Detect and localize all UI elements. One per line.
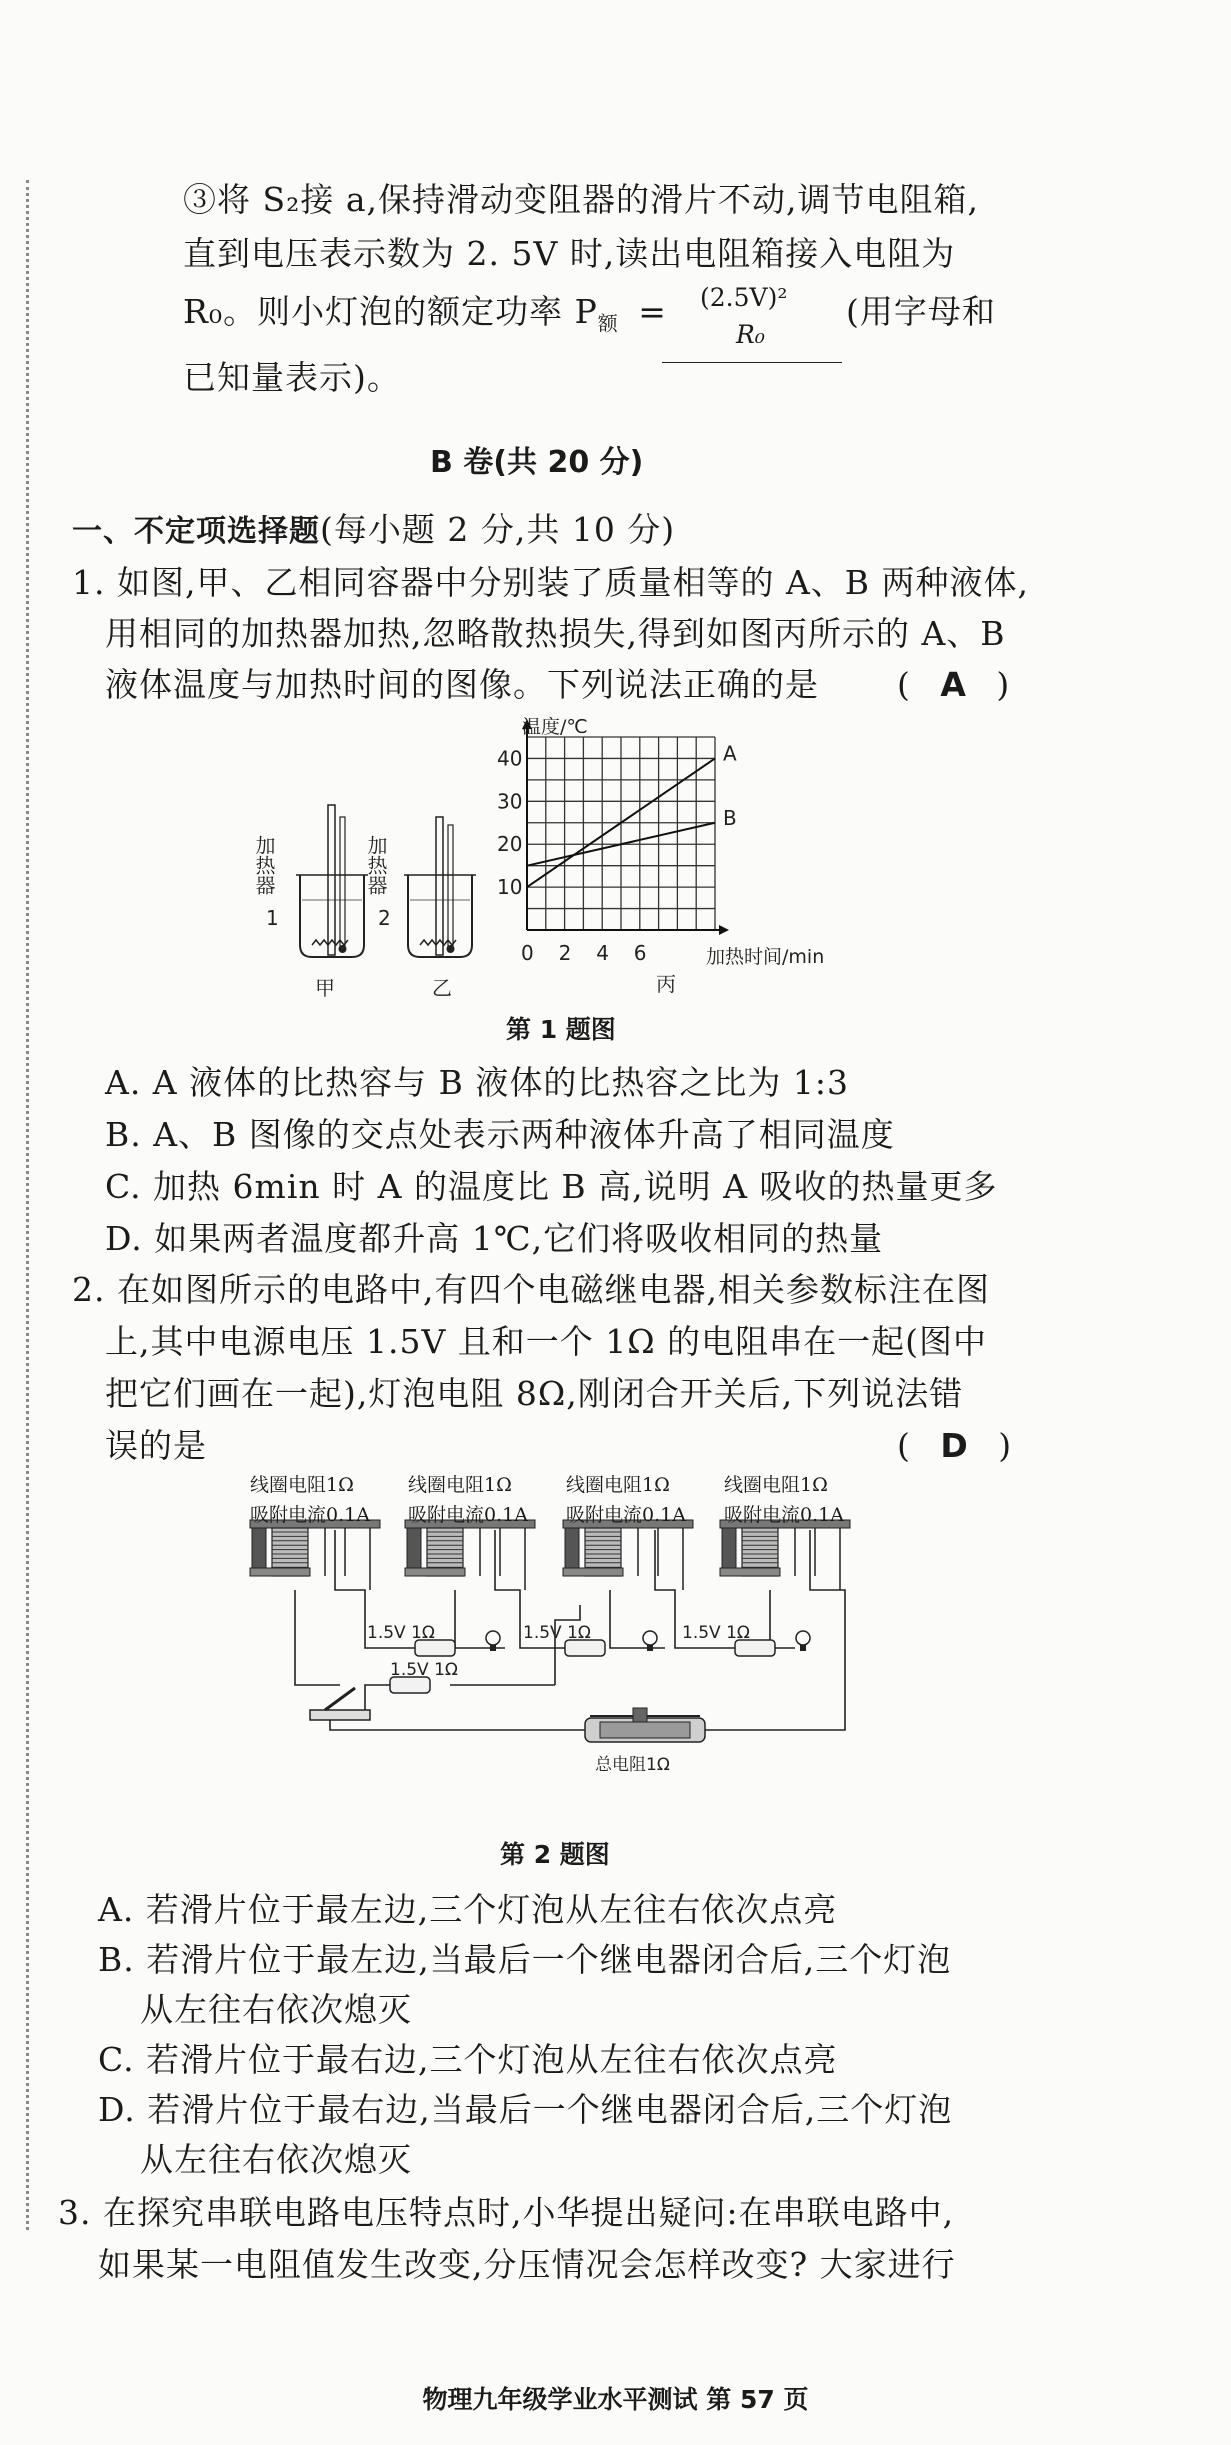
label-yi: 乙 bbox=[432, 976, 452, 1000]
q3-line-2: 如果某一电阻值发生改变,分压情况会怎样改变? 大家进行 bbox=[98, 2245, 956, 2284]
source-label-3: 1.5V 1Ω bbox=[682, 1623, 750, 1643]
q1-option-b: B. A、B 图像的交点处表示两种液体升高了相同温度 bbox=[105, 1115, 895, 1154]
chart-y-tick-label: 10 bbox=[497, 875, 523, 900]
fraction-bar bbox=[662, 362, 842, 363]
q2-answer: D bbox=[940, 1426, 969, 1465]
chart-grid bbox=[527, 737, 715, 930]
heater-label-2: 加热器 bbox=[364, 835, 388, 895]
q2-answer-bracket: ( D ) bbox=[897, 1426, 1013, 1465]
relay-base bbox=[405, 1568, 465, 1576]
chart-series-label-B: B bbox=[723, 805, 737, 830]
q1-line-2: 用相同的加热器加热,忽略散热损失,得到如图丙所示的 A、B bbox=[105, 614, 1006, 653]
figure-2-caption: 第 2 题图 bbox=[500, 1840, 610, 1869]
q1-option-c: C. 加热 6min 时 A 的温度比 B 高,说明 A 吸收的热量更多 bbox=[105, 1167, 998, 1206]
q2-option-b: B. 若滑片位于最左边,当最后一个继电器闭合后,三个灯泡 bbox=[98, 1940, 952, 1979]
source-label-main: 1.5V 1Ω bbox=[390, 1660, 458, 1680]
equals-sign: = bbox=[638, 292, 667, 331]
q2-option-a: A. 若滑片位于最左边,三个灯泡从左往右依次点亮 bbox=[98, 1890, 838, 1929]
q2-option-c: C. 若滑片位于最右边,三个灯泡从左往右依次点亮 bbox=[98, 2040, 838, 2079]
relay-current-label: 吸附电流0.1A bbox=[250, 1504, 370, 1526]
relay-3 bbox=[563, 1520, 693, 1590]
intro-line-3-pre: R₀。则小灯泡的额定功率 P bbox=[183, 292, 598, 331]
relay-armature bbox=[252, 1528, 266, 1568]
heater-label-1: 加热器 bbox=[252, 835, 276, 895]
q1-option-a: A. A 液体的比热容与 B 液体的比热容之比为 1:3 bbox=[105, 1063, 849, 1102]
rheostat-label: 总电阻1Ω bbox=[595, 1755, 670, 1775]
relay-current-label: 吸附电流0.1A bbox=[724, 1504, 844, 1526]
chart-y-axis-label: 温度/℃ bbox=[522, 716, 588, 738]
relay-label-1 bbox=[250, 1470, 370, 1530]
chart-label-bing: 丙 bbox=[656, 972, 676, 996]
part-1-note: (每小题 2 分,共 10 分) bbox=[320, 510, 676, 549]
q2-option-b-cont: 从左往右依次熄灭 bbox=[140, 1990, 412, 2029]
relay-current-label: 吸附电流0.1A bbox=[408, 1504, 528, 1526]
relay-coil-label: 线圈电阻1Ω bbox=[408, 1474, 512, 1496]
relay-base bbox=[250, 1568, 310, 1576]
q1-option-d: D. 如果两者温度都升高 1℃,它们将吸收相同的热量 bbox=[105, 1219, 884, 1258]
relay-armature bbox=[407, 1528, 421, 1568]
label-jia: 甲 bbox=[315, 976, 335, 1000]
relays bbox=[250, 1520, 850, 1590]
relay-base bbox=[563, 1568, 623, 1576]
figure-1-temperature-chart bbox=[480, 715, 880, 1005]
switch bbox=[310, 1688, 370, 1720]
q1-answer: A bbox=[940, 665, 967, 704]
q1-answer-bracket: ( A ) bbox=[897, 665, 1011, 704]
fraction-numerator: (2.5V)² bbox=[700, 283, 788, 312]
beaker-jia bbox=[296, 805, 368, 957]
intro-line-1: ③将 S₂接 a,保持滑动变阻器的滑片不动,调节电阻箱, bbox=[183, 180, 979, 219]
relay-coil-label: 线圈电阻1Ω bbox=[250, 1474, 354, 1496]
q1-line-3: 液体温度与加热时间的图像。下列说法正确的是 bbox=[105, 665, 819, 704]
chart-x-axis-label: 加热时间/min bbox=[706, 946, 825, 968]
section-b-title: B 卷(共 20 分) bbox=[430, 445, 644, 480]
intro-line-2: 直到电压表示数为 2. 5V 时,读出电阻箱接入电阻为 bbox=[183, 234, 956, 273]
q1-line-1: 1. 如图,甲、乙相同容器中分别装了质量相等的 A、B 两种液体, bbox=[72, 563, 1030, 602]
relay-armature bbox=[722, 1528, 736, 1568]
chart-x-tick-label: 2 bbox=[558, 941, 572, 965]
rheostat bbox=[585, 1708, 705, 1742]
fraction-denominator: R₀ bbox=[736, 320, 765, 349]
q3-line-1: 3. 在探究串联电路电压特点时,小华提出疑问:在串联电路中, bbox=[58, 2193, 955, 2232]
binding-cut-line bbox=[26, 180, 29, 2230]
figure-1-caption: 第 1 题图 bbox=[506, 1015, 616, 1044]
part-1-heading bbox=[72, 510, 675, 552]
part-1-title: 一、不定项选择题 bbox=[72, 514, 320, 549]
relay-coil-label: 线圈电阻1Ω bbox=[724, 1474, 828, 1496]
source-label-2: 1.5V 1Ω bbox=[523, 1623, 591, 1643]
q2-line-1: 2. 在如图所示的电路中,有四个电磁继电器,相关参数标注在图 bbox=[72, 1270, 990, 1309]
chart-y-tick-label: 20 bbox=[497, 832, 523, 857]
relay-current-label: 吸附电流0.1A bbox=[566, 1504, 686, 1526]
page-footer: 物理九年级学业水平测试 第 57 页 bbox=[422, 2385, 809, 2414]
power-subscript: 额 bbox=[597, 311, 619, 336]
chart-x-tick-label: 4 bbox=[596, 941, 609, 965]
bulb-3 bbox=[796, 1631, 810, 1651]
q2-line-3: 把它们画在一起),灯泡电阻 8Ω,刚闭合开关后,下列说法错 bbox=[105, 1374, 964, 1413]
relay-1 bbox=[250, 1520, 380, 1590]
intro-line-4: 已知量表示)。 bbox=[183, 358, 401, 397]
relay-label-2 bbox=[408, 1470, 528, 1530]
intro-line-3 bbox=[183, 292, 667, 344]
relay-coil-label: 线圈电阻1Ω bbox=[566, 1474, 670, 1496]
chart-x-tick-label: 0 bbox=[521, 941, 534, 965]
relay-label-4 bbox=[724, 1470, 844, 1530]
q2-option-d: D. 若滑片位于最右边,当最后一个继电器闭合后,三个灯泡 bbox=[98, 2090, 953, 2129]
chart-x-arrow bbox=[719, 925, 729, 935]
source-label-1: 1.5V 1Ω bbox=[367, 1623, 435, 1643]
intro-line-3-post: (用字母和 bbox=[846, 292, 996, 331]
chart-y-tick-label: 30 bbox=[497, 789, 523, 814]
q2-line-2: 上,其中电源电压 1.5V 且和一个 1Ω 的电阻串在一起(图中 bbox=[105, 1322, 987, 1361]
heater-number-1: 1 bbox=[266, 906, 279, 930]
relay-2 bbox=[405, 1520, 535, 1590]
relay-4 bbox=[720, 1520, 850, 1590]
q2-line-4: 误的是 bbox=[105, 1426, 207, 1465]
q2-option-d-cont: 从左往右依次熄灭 bbox=[140, 2140, 412, 2179]
chart-y-tick-label: 40 bbox=[497, 746, 523, 771]
relay-label-3 bbox=[566, 1470, 686, 1530]
chart-series-label-A: A bbox=[723, 741, 737, 766]
beaker-yi bbox=[404, 817, 476, 957]
heater-number-2: 2 bbox=[378, 906, 391, 930]
chart-x-tick-label: 6 bbox=[633, 941, 647, 965]
figure-1-beakers bbox=[252, 795, 490, 1000]
relay-armature bbox=[565, 1528, 579, 1568]
relay-base bbox=[720, 1568, 780, 1576]
